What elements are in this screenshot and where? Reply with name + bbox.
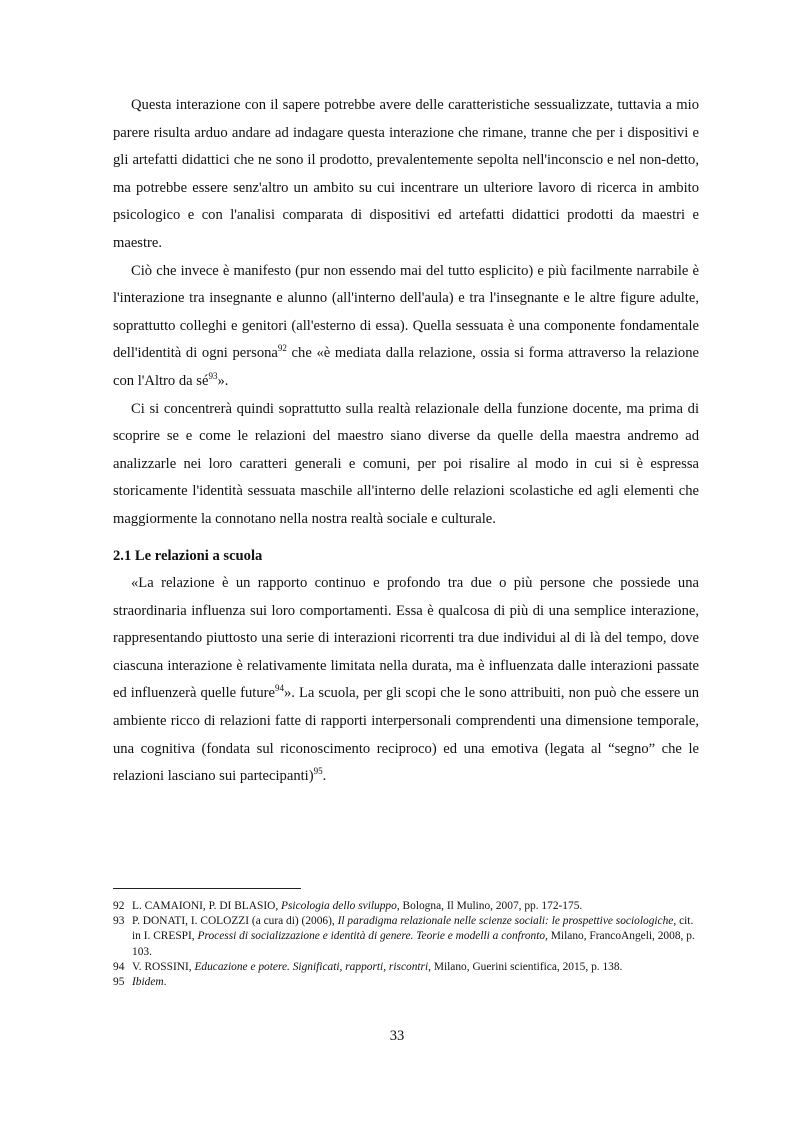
footnote-number: 92 <box>113 900 125 912</box>
footnote-text-part: Milano, FrancoAngeli, 2008, p. 103. <box>132 930 695 958</box>
footnote-title: Il paradigma relazionale nelle scienze sociali: le prospettive sociologiche <box>337 915 674 928</box>
paragraph-3: Ci si concentrerà quindi soprattutto sulla realtà relazionale della funzione docente, ma prima di scoprire se e come le relazioni del maestro siano diverse da quelle della maestra andremo ad analizzarle nei loro caratteri generali e comuni, per poi risalire al modo in cui si è espressa storicamente l'identità sessuata maschile all'interno delle relazioni scolastiche ed agli elementi che maggiormente la connotano nella nostra realtà sociale e culturale. <box>113 400 699 527</box>
footnotes <box>113 888 699 990</box>
paragraph-2-part-c: ». <box>217 372 229 389</box>
footnote-text-part: L. CAMAIONI, P. DI BLASIO, <box>132 900 282 912</box>
footnote-ref-93[interactable]: 93 <box>208 371 218 382</box>
footnote-number: 94 <box>113 960 125 973</box>
footnote-92 <box>113 899 699 914</box>
footnote-text <box>132 960 699 975</box>
footnote-text-part: V. ROSSINI, <box>132 960 195 973</box>
footnote-ref-92[interactable]: 92 <box>277 343 287 354</box>
footnote-title: Educazione e potere. Significati, rapporti, riscontri <box>194 960 429 973</box>
footnote-95 <box>113 975 699 990</box>
paragraph-2-part-a: Ciò che invece è manifesto (pur non essendo mai del tutto esplicito) e più facilmente narrabile è l'interazione tra insegnante e alunno (all'interno dell'aula) e tra l'insegnante e le altre figure adulte, soprattutto colleghi e genitori (all'esterno di essa). Quella sessuata è una componente fondamentale dell'identità di ogni persona <box>113 262 699 362</box>
footnote-text <box>132 975 699 990</box>
footnote-title: Psicologia dello sviluppo <box>281 900 397 912</box>
footnote-text <box>132 914 699 960</box>
footnote-text-part: , cit. in I. CRESPI, <box>132 915 694 943</box>
section-paragraph-part-c: . <box>322 768 327 785</box>
footnote-title: Processi di socializzazione e identità di genere. Teorie e modelli a confronto, <box>197 930 548 943</box>
footnote-text-part: , Bologna, Il Mulino, 2007, pp. 172-175. <box>396 900 583 912</box>
footnote-text <box>132 899 699 914</box>
footnote-93 <box>113 914 699 960</box>
section-paragraph <box>113 570 699 791</box>
footnote-number: 93 <box>113 915 125 928</box>
section-heading: 2.1 Le relazioni a scuola <box>113 547 263 564</box>
footnote-ref-95[interactable]: 95 <box>313 766 323 777</box>
page-number: 33 <box>389 1028 405 1044</box>
paragraph-1: Questa interazione con il sapere potrebbe avere delle caratteristiche sessualizzate, tuttavia a mio parere risulta arduo andare ad indagare questa interazione che rimane, tranne che per i dispositivi e gli artefatti didattici che ne sono il prodotto, prevalentemente sepolta nell'inconscio e nel non-detto, ma potrebbe essere senz'altro un ambito su cui incentrare un ulteriore lavoro di ricerca in ambito psicologico e con l'analisi comparata di dispositivi ed artefatti didattici prodotti da maestri e maestre. <box>113 97 699 251</box>
paragraph-2-part-b: che «è mediata dalla relazione, ossia si forma attraverso la relazione con l'Altro da sé <box>113 345 699 389</box>
paragraph-2 <box>113 258 699 396</box>
body-text <box>113 92 699 791</box>
footnote-94 <box>113 960 699 975</box>
footnote-title: Ibidem <box>132 976 164 989</box>
footnote-number: 95 <box>113 976 125 989</box>
footnote-text-part: . <box>163 976 167 989</box>
section-paragraph-part-a: «La relazione è un rapporto continuo e profondo tra due o più persone che possiede una straordinaria influenza sui loro comportamenti. Essa è qualcosa di più di una semplice interazione, rappresentando piuttosto una serie di interazioni ricorrenti tra due individui al di là del tempo, dove ciascuna interazione è relativamente limitata nella durata, ma è influenzata dalle interazioni passate ed influenzerà quelle future <box>113 575 699 702</box>
footnote-ref-94[interactable]: 94 <box>274 683 284 694</box>
footnote-text-part: P. DONATI, I. COLOZZI (a cura di) (2006), <box>132 915 338 928</box>
section-paragraph-part-b: ». La scuola, per gli scopi che le sono attribuiti, non può che essere un ambiente ricco di relazioni fatte di rapporti interpersonali comprendenti una dimensione temporale, una cognitiva (fondata sul riconoscimento reciproco) ed una emotiva (legata al “segno” che le relazioni lasciano sui partecipanti) <box>113 685 699 785</box>
footnote-text-part: , Milano, Guerini scientifica, 2015, p. 138. <box>428 960 623 973</box>
footnote-separator <box>113 888 301 889</box>
